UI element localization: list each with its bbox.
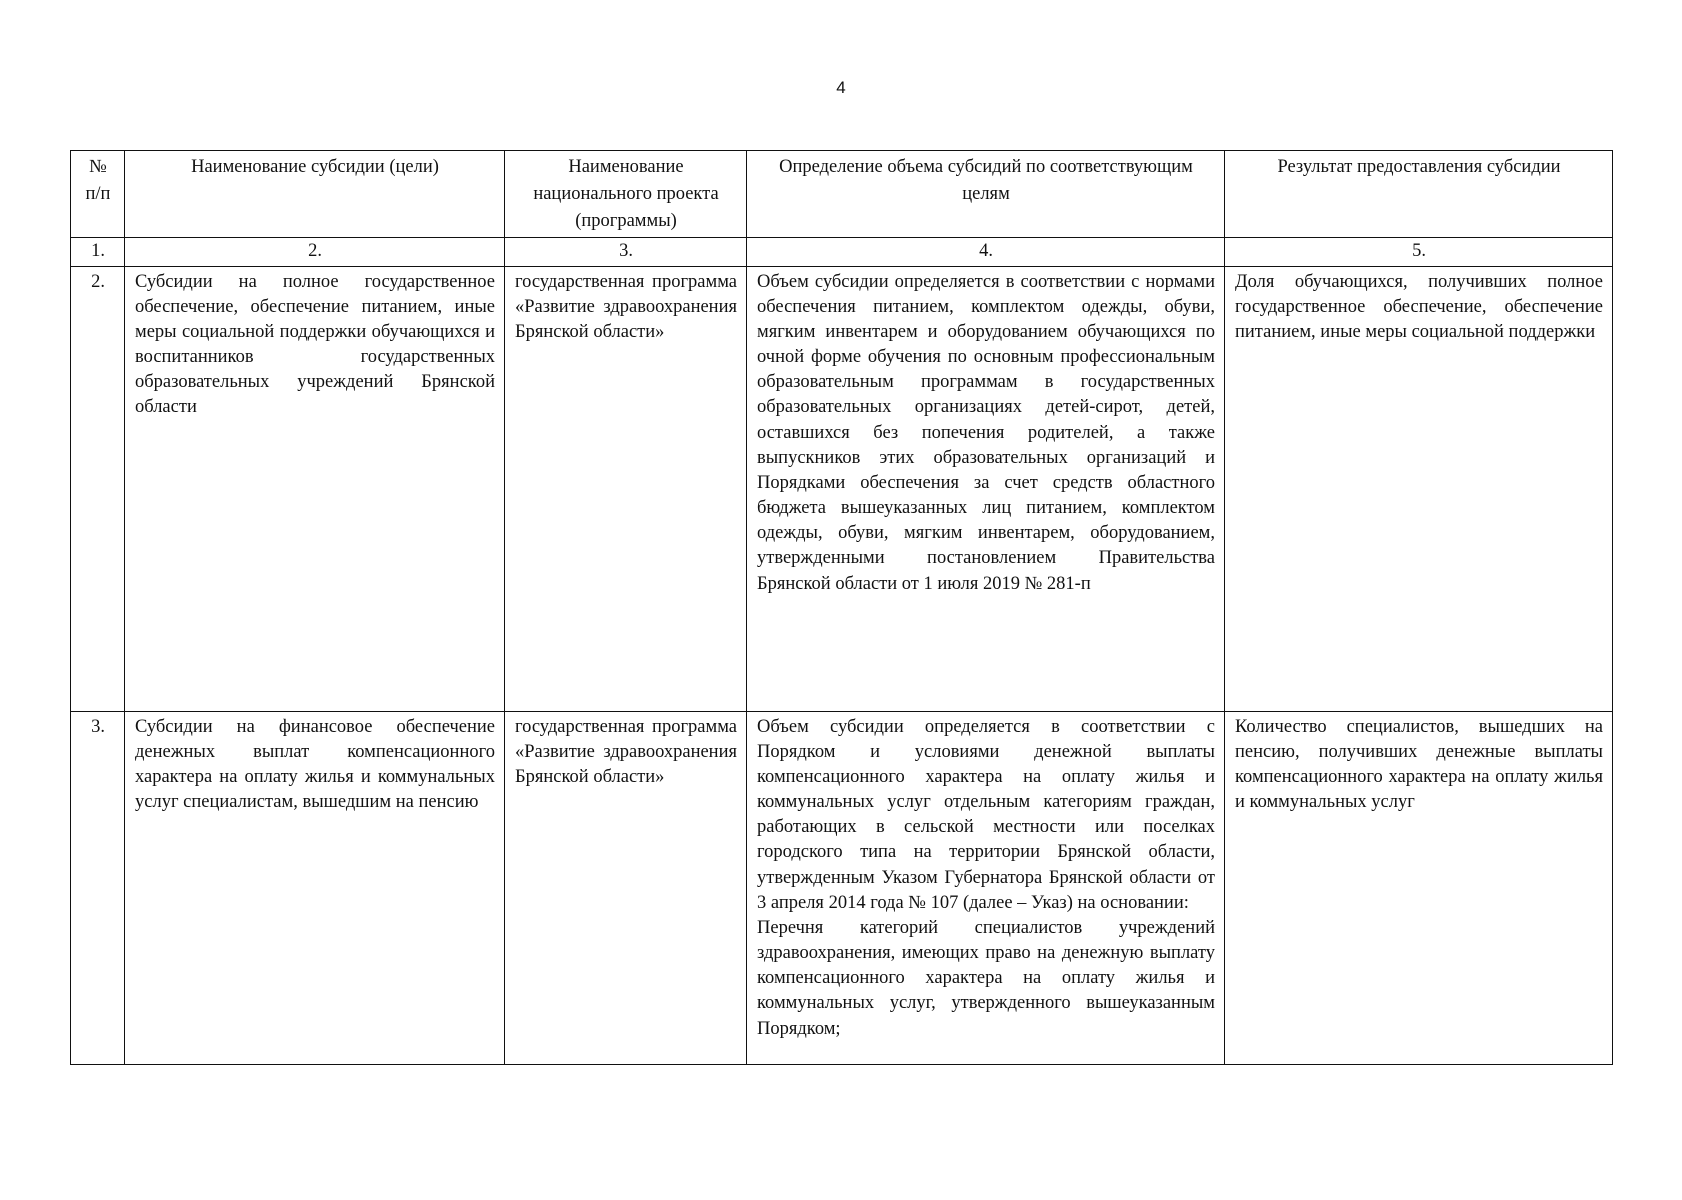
header-subsidy-name: Наименование субсидии (цели) (125, 151, 505, 238)
column-number-row (71, 238, 1613, 266)
header-number: № п/п (71, 151, 125, 238)
column-number: 2. (125, 238, 505, 266)
column-number: 1. (71, 238, 125, 266)
table-row (71, 711, 1613, 1064)
volume-definition-paragraph: Перечня категорий специалистов учреждений здравоохранения, имеющих право на денежную выплату компенсационного характера на оплату жилья и коммунальных услуг, утвержденного вышеуказанным Порядком; (757, 917, 1215, 1039)
volume-definition-paragraph: Объем субсидии определяется в соответствии с Порядком и условиями денежной выплаты компенсационного характера на оплату жилья и коммунальных услуг отдельным категориям граждан, работающих в сельской местности или поселках городского типа на территории Брянской области, утвержденным Указом Губернатора Брянской области от 3 апреля 2014 года № 107 (далее – Указ) на основании: (757, 716, 1215, 913)
column-number: 3. (505, 238, 747, 266)
row-number: 2. (71, 266, 125, 711)
row-number: 3. (71, 711, 125, 1064)
header-result: Результат предоставления субсидии (1225, 151, 1613, 238)
page-number: 4 (836, 78, 846, 97)
subsidy-name-cell: Субсидии на финансовое обеспечение денежных выплат компенсационного характера на оплату жилья и коммунальных услуг специалистам, вышедшим на пенсию (125, 711, 505, 1064)
subsidy-name-cell: Субсидии на полное государственное обеспечение, обеспечение питанием, иные меры социальной поддержки обучающихся и воспитанников государственных образовательных учреждений Брянской области (125, 266, 505, 711)
result-cell: Количество специалистов, вышедших на пенсию, получивших денежные выплаты компенсационного характера на оплату жилья и коммунальных услуг (1225, 711, 1613, 1064)
column-number: 4. (747, 238, 1225, 266)
result-cell: Доля обучающихся, получивших полное государственное обеспечение, обеспечение питанием, иные меры социальной поддержки (1225, 266, 1613, 711)
program-cell: государственная программа «Развитие здравоохранения Брянской области» (505, 711, 747, 1064)
header-volume-definition: Определение объема субсидий по соответствующим целям (747, 151, 1225, 238)
volume-definition-cell (747, 711, 1225, 1064)
header-national-project: Наименование национального проекта (программы) (505, 151, 747, 238)
table-row (71, 266, 1613, 711)
table-header-row (71, 151, 1613, 238)
column-number: 5. (1225, 238, 1613, 266)
program-cell: государственная программа «Развитие здравоохранения Брянской области» (505, 266, 747, 711)
subsidy-table (70, 150, 1613, 1065)
volume-definition-cell: Объем субсидии определяется в соответствии с нормами обеспечения питанием, комплектом одежды, обуви, мягким инвентарем и оборудованием обучающихся по очной форме обучения по основным профессиональным образовательным программам в государственных образовательных организациях детей-сирот, детей, оставшихся без попечения родителей, а также выпускников этих образовательных организаций и Порядками обеспечения за счет средств областного бюджета вышеуказанных лиц питанием, комплектом одежды, обуви, мягким инвентарем, оборудованием, утвержденными постановлением Правительства Брянской области от 1 июля 2019 № 281-п (747, 266, 1225, 711)
